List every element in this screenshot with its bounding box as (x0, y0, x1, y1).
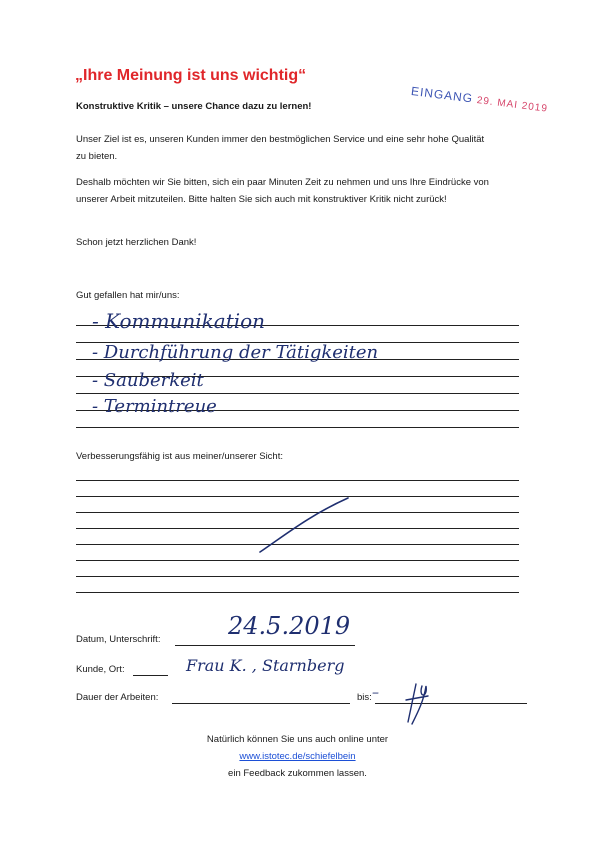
page-subtitle: Konstruktive Kritik – unsere Chance dazu zu lernen! (76, 101, 312, 112)
intro-paragraph-1: Unser Ziel ist es, unseren Kunden immer den bestmöglichen Service und eine sehr hohe Qualität zu bieten. (76, 134, 485, 162)
duration-line[interactable] (172, 703, 350, 704)
received-stamp (410, 84, 549, 115)
liked-entry: - Sauberkeit (92, 370, 204, 391)
liked-line[interactable] (76, 393, 519, 394)
footer-link-row (0, 748, 595, 765)
footer-text-end: ein Feedback zukommen lassen. (228, 768, 367, 779)
intro-paragraph-2: Deshalb möchten wir Sie bitten, sich ein paar Minuten Zeit zu nehmen und uns Ihre Eindrücke von unserer Arbeit mitzuteilen. Bitte halten Sie sich auch mit konstruktiver Kritik nicht zurück! (76, 177, 489, 205)
improve-line[interactable] (76, 480, 519, 481)
improve-line[interactable] (76, 560, 519, 561)
intro-paragraph-3: Schon jetzt herzlichen Dank! (76, 237, 197, 248)
customer-location-label: Kunde, Ort: (76, 664, 125, 675)
date-signature-label: Datum, Unterschrift: (76, 634, 161, 645)
until-label: bis: (357, 692, 372, 703)
liked-entry: - Termintreue (92, 396, 217, 417)
page-title: „Ihre Meinung ist uns wichtig“ (75, 67, 307, 84)
improve-label: Verbesserungsfähig ist aus meiner/unserer Sicht: (76, 451, 283, 462)
improve-line[interactable] (76, 592, 519, 593)
initials-scribble (398, 680, 438, 730)
stamp-date: 29. MAI 2019 (476, 95, 549, 115)
feedback-link[interactable]: www.istotec.de/schiefelbein (239, 751, 356, 762)
liked-entry: - Kommunikation (92, 309, 266, 333)
duration-label: Dauer der Arbeiten: (76, 692, 159, 703)
customer-location-line[interactable] (133, 675, 168, 676)
improve-line[interactable] (76, 576, 519, 577)
liked-entry: - Durchführung der Tätigkeiten (92, 342, 379, 363)
strikethrough-stroke (240, 490, 360, 560)
until-value: – (372, 685, 379, 701)
stamp-label: EINGANG (410, 84, 474, 106)
liked-label: Gut gefallen hat mir/uns: (76, 290, 180, 301)
date-signature-value: 24.5.2019 (228, 612, 351, 640)
date-signature-line[interactable] (175, 645, 355, 646)
liked-line[interactable] (76, 427, 519, 428)
customer-location-value: Frau K. , Starnberg (186, 656, 345, 675)
footer-text: Natürlich können Sie uns auch online unter (206, 734, 389, 745)
